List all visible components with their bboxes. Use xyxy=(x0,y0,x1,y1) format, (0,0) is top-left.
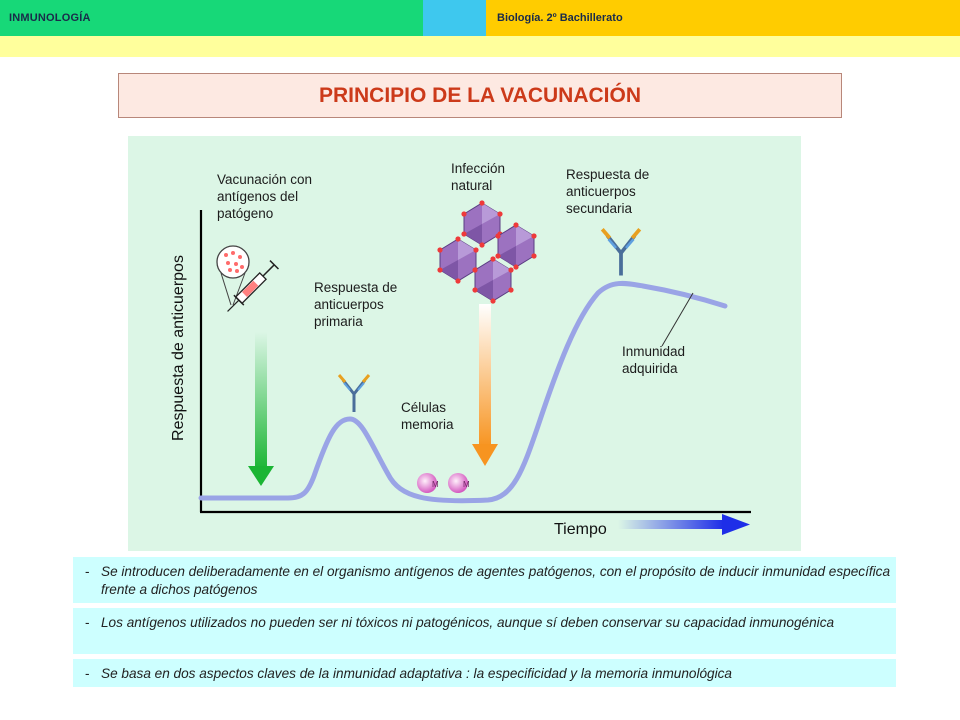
subject-title: INMUNOLOGÍA xyxy=(9,12,91,24)
antibody-icon xyxy=(339,375,369,412)
x-axis-label: Tiempo xyxy=(554,521,607,538)
time-arrow xyxy=(618,514,750,535)
vaccination-label-line: antígenos del xyxy=(217,189,299,204)
antibody-response-curve xyxy=(201,283,725,500)
natural-infection-label xyxy=(451,160,505,194)
header-pale-bar xyxy=(0,36,960,57)
note-dash: - xyxy=(85,564,90,579)
virus-icon xyxy=(472,256,513,303)
antibody-icon xyxy=(602,229,640,275)
note-item xyxy=(73,557,896,603)
secondary-label-line: secundaria xyxy=(566,201,633,216)
memory-cell-icon xyxy=(417,473,439,493)
note-text: Se introducen deliberadamente en el organismo antígenos de agentes patógenos, con el propósito de inducir inmunidad específica frente a dichos patógenos xyxy=(101,564,890,597)
note-dash: - xyxy=(85,615,90,630)
infection-label-line: natural xyxy=(451,178,493,193)
primary-label-line: primaria xyxy=(314,314,363,329)
memory-label-line: Células xyxy=(401,400,447,415)
immunity-label-line: Inmunidad xyxy=(622,344,686,359)
memory-cell-icon xyxy=(448,473,470,493)
note-text: Los antígenos utilizados no pueden ser ni tóxicos ni patogénicos, aunque sí deben conservar su capacidad inmunogénica xyxy=(101,615,835,630)
secondary-label-line: Respuesta de xyxy=(566,167,650,182)
infection-label-line: Infección xyxy=(451,161,506,176)
primary-label-line: anticuerpos xyxy=(314,297,384,312)
memory-cells-label xyxy=(401,399,454,433)
primary-response-label xyxy=(314,279,397,330)
acquired-immunity-label xyxy=(622,343,685,377)
primary-label-line: Respuesta de xyxy=(314,280,398,295)
course-title: Biología. 2º Bachillerato xyxy=(497,12,623,24)
note-item xyxy=(73,659,896,687)
virus-icon xyxy=(437,236,478,283)
header-cyan-bar xyxy=(423,0,486,36)
vaccination-label-line: Vacunación con xyxy=(217,172,313,187)
secondary-label-line: anticuerpos xyxy=(566,184,636,199)
note-dash: - xyxy=(85,666,90,681)
secondary-response-label xyxy=(566,166,649,217)
vaccination-label-line: patógeno xyxy=(217,206,274,221)
vaccination-label xyxy=(217,171,312,222)
svg-text:M: M xyxy=(463,480,470,489)
syringe-icon xyxy=(217,246,279,316)
green-arrow xyxy=(248,332,274,486)
svg-text:M: M xyxy=(432,480,439,489)
immunity-label-line: adquirida xyxy=(622,361,678,376)
y-axis-label: Respuesta de anticuerpos xyxy=(170,255,187,441)
immunity-pointer xyxy=(662,293,693,346)
figure-panel xyxy=(128,136,801,551)
memory-label-line: memoria xyxy=(401,417,454,432)
virus-icon xyxy=(495,222,536,269)
orange-arrow xyxy=(472,304,498,466)
virus-icon xyxy=(461,200,502,247)
note-item xyxy=(73,608,896,654)
page-title: PRINCIPIO DE LA VACUNACIÓN xyxy=(318,84,641,107)
note-text: Se basa en dos aspectos claves de la inmunidad adaptativa : la especificidad y la memoria inmunológica xyxy=(101,666,732,681)
